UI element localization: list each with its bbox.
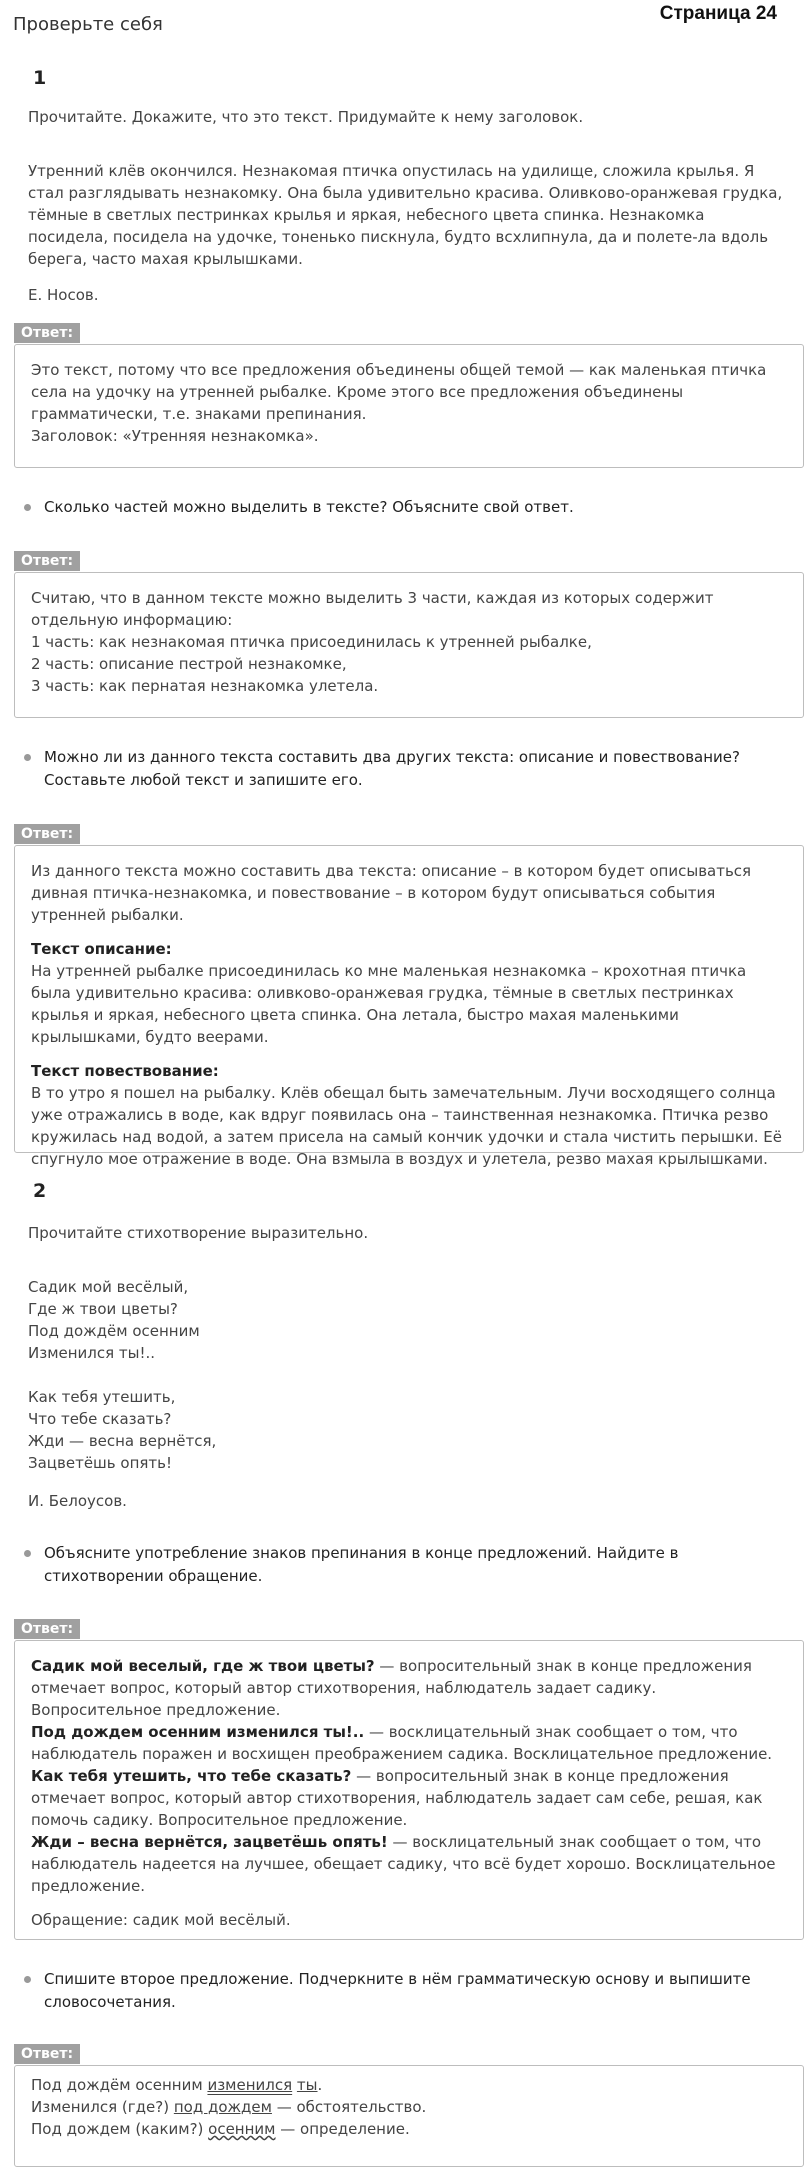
poem-line: Жди — весна вернётся, bbox=[28, 1432, 217, 1450]
answer-line: 3 часть: как пернатая незнакомка улетела. bbox=[31, 677, 379, 695]
answer-box bbox=[14, 572, 804, 718]
poem-stanza-2 bbox=[28, 1386, 788, 1474]
answer-line: Под дождём осенним изменился ты. bbox=[31, 2076, 323, 2094]
answer-line: Под дождем (каким?) осенним — определение. bbox=[31, 2120, 410, 2138]
section-number: 2 bbox=[33, 1180, 47, 1202]
poem-line: Под дождём осенним bbox=[28, 1322, 200, 1340]
task-text: Прочитайте стихотворение выразительно. bbox=[28, 1224, 369, 1242]
description-heading: Текст описание: bbox=[31, 940, 172, 958]
poem-stanza-1 bbox=[28, 1276, 788, 1364]
answer-label: Ответ: bbox=[14, 824, 80, 844]
source-text: Утренний клёв окончился. Незнакомая птичка опустилась на удилище, сложила крылья. Я стал разглядывать незнакомку. Она была удивительно красива. Оливково-оранжевая грудка, тёмные в светлых пестринках крылья и яркая, небесного цвета спинка. Незнакомка посидела, посидела на удочке, тоненько пискнула, будто всхлипнула, да и полете-ла вдоль берега, часто махая крылышками. bbox=[28, 162, 783, 268]
question-text: Можно ли из данного текста составить два других текста: описание и повествование? Составьте любой текст и запишите его. bbox=[44, 748, 740, 789]
page-number: Страница 24 bbox=[659, 3, 777, 24]
narration-heading: Текст повествование: bbox=[31, 1062, 219, 1080]
author: Е. Носов. bbox=[28, 286, 99, 304]
narration-text: В то утро я пошел на рыбалку. Клёв обещал быть замечательным. Лучи восходящего солнца уже отражались в воде, как вдруг появилась она – таинственная незнакомка. Птичка резво кружилась над водой, а затем присела на самый кончик удочки и стала чистить перышки. Её спугнуло мое отражение в воде. Она взмыла в воздух и улетела, резво махая крылышками. bbox=[31, 1084, 782, 1168]
poem-line: Изменился ты!.. bbox=[28, 1344, 156, 1362]
question-item bbox=[24, 496, 794, 519]
question-text: Сколько частей можно выделить в тексте? Объясните свой ответ. bbox=[44, 498, 574, 516]
address-answer: Обращение: садик мой весёлый. bbox=[31, 1911, 291, 1929]
circumstance: под дождем bbox=[173, 2098, 272, 2116]
answer-line: Жди – весна вернётся, зацветёшь опять! — восклицательный знак сообщает о том, что наблюдатель надеется на лучшее, обещает садику, что всё будет хорошо. Восклицательное предложение. bbox=[31, 1833, 776, 1895]
task-text: Прочитайте. Докажите, что это текст. Придумайте к нему заголовок. bbox=[28, 108, 584, 126]
predicate: изменился bbox=[207, 2076, 293, 2094]
question-text: Объясните употребление знаков препинания в конце предложений. Найдите в стихотворении обращение. bbox=[44, 1544, 679, 1585]
answer-line: Как тебя утешить, что тебе сказать? — вопросительный знак в конце предложения отмечает вопрос, который автор стихотворения, наблюдатель задает сам себе, решая, как помочь садику. Вопросительное предложение. bbox=[31, 1767, 763, 1829]
answer-text: Это текст, потому что все предложения объединены общей темой — как маленькая птичка села на удочку на утренней рыбалке. Кроме этого все предложения объединены грамматически, т.е. знаками препинания. bbox=[31, 361, 767, 423]
answer-box bbox=[14, 845, 804, 1168]
question-item bbox=[24, 1542, 794, 1588]
attribute: осенним bbox=[208, 2120, 276, 2138]
poem-line: Что тебе сказать? bbox=[28, 1410, 172, 1428]
question-item bbox=[24, 746, 794, 792]
answer-intro: Из данного текста можно составить два текста: описание – в котором будет описываться дивная птичка-незнакомка, и повествование – в котором будут описываться события утренней рыбалки. bbox=[31, 862, 752, 924]
answer-line: Под дождем осенним изменился ты!.. — восклицательный знак сообщает о том, что наблюдатель поражен и восхищен преображением садика. Восклицательное предложение. bbox=[31, 1723, 773, 1763]
answer-label: Ответ: bbox=[14, 1619, 80, 1639]
answer-label: Ответ: bbox=[14, 551, 80, 571]
bullet-icon bbox=[24, 504, 31, 511]
answer-label: Ответ: bbox=[14, 323, 80, 343]
bullet-icon bbox=[24, 1550, 31, 1557]
answer-line: Считаю, что в данном тексте можно выделить 3 части, каждая из которых содержит отдельную информацию: bbox=[31, 589, 714, 629]
answer-line: Изменился (где?) под дождем — обстоятельство. bbox=[31, 2098, 427, 2116]
answer-label: Ответ: bbox=[14, 2044, 80, 2064]
poem-line: Как тебя утешить, bbox=[28, 1388, 176, 1406]
answer-line: Садик мой веселый, где ж твои цветы? — вопросительный знак в конце предложения отмечает вопрос, который автор стихотворения, наблюдатель задает садику. Вопросительное предложение. bbox=[31, 1657, 752, 1719]
bullet-icon bbox=[24, 1976, 31, 1983]
question-text: Спишите второе предложение. Подчеркните в нём грамматическую основу и выпишите словосочетания. bbox=[44, 1970, 751, 2011]
answer-title: Заголовок: «Утренняя незнакомка». bbox=[31, 427, 319, 445]
poem-line: Зацветёшь опять! bbox=[28, 1454, 172, 1472]
subject: ты bbox=[296, 2076, 318, 2094]
question-item bbox=[24, 1968, 794, 2014]
answer-line: 1 часть: как незнакомая птичка присоединилась к утренней рыбалке, bbox=[31, 633, 592, 651]
bullet-icon bbox=[24, 754, 31, 761]
answer-line: 2 часть: описание пестрой незнакомке, bbox=[31, 655, 347, 673]
poem-line: Садик мой весёлый, bbox=[28, 1278, 189, 1296]
poem-line: Где ж твои цветы? bbox=[28, 1300, 178, 1318]
section-number: 1 bbox=[33, 67, 47, 89]
author: И. Белоусов. bbox=[28, 1492, 127, 1510]
answer-box bbox=[14, 344, 804, 468]
page-title: Проверьте себя bbox=[13, 14, 163, 35]
answer-box bbox=[14, 2065, 804, 2167]
answer-box bbox=[14, 1640, 804, 1940]
description-text: На утренней рыбалке присоединилась ко мне маленькая незнакомка – крохотная птичка была удивительно красива: оливково-оранжевая грудка, тёмные в светлых пестринках крылья и яркая, небесного цвета спинка. Она летала, быстро махая маленькими крылышками, будто веерами. bbox=[31, 962, 747, 1046]
